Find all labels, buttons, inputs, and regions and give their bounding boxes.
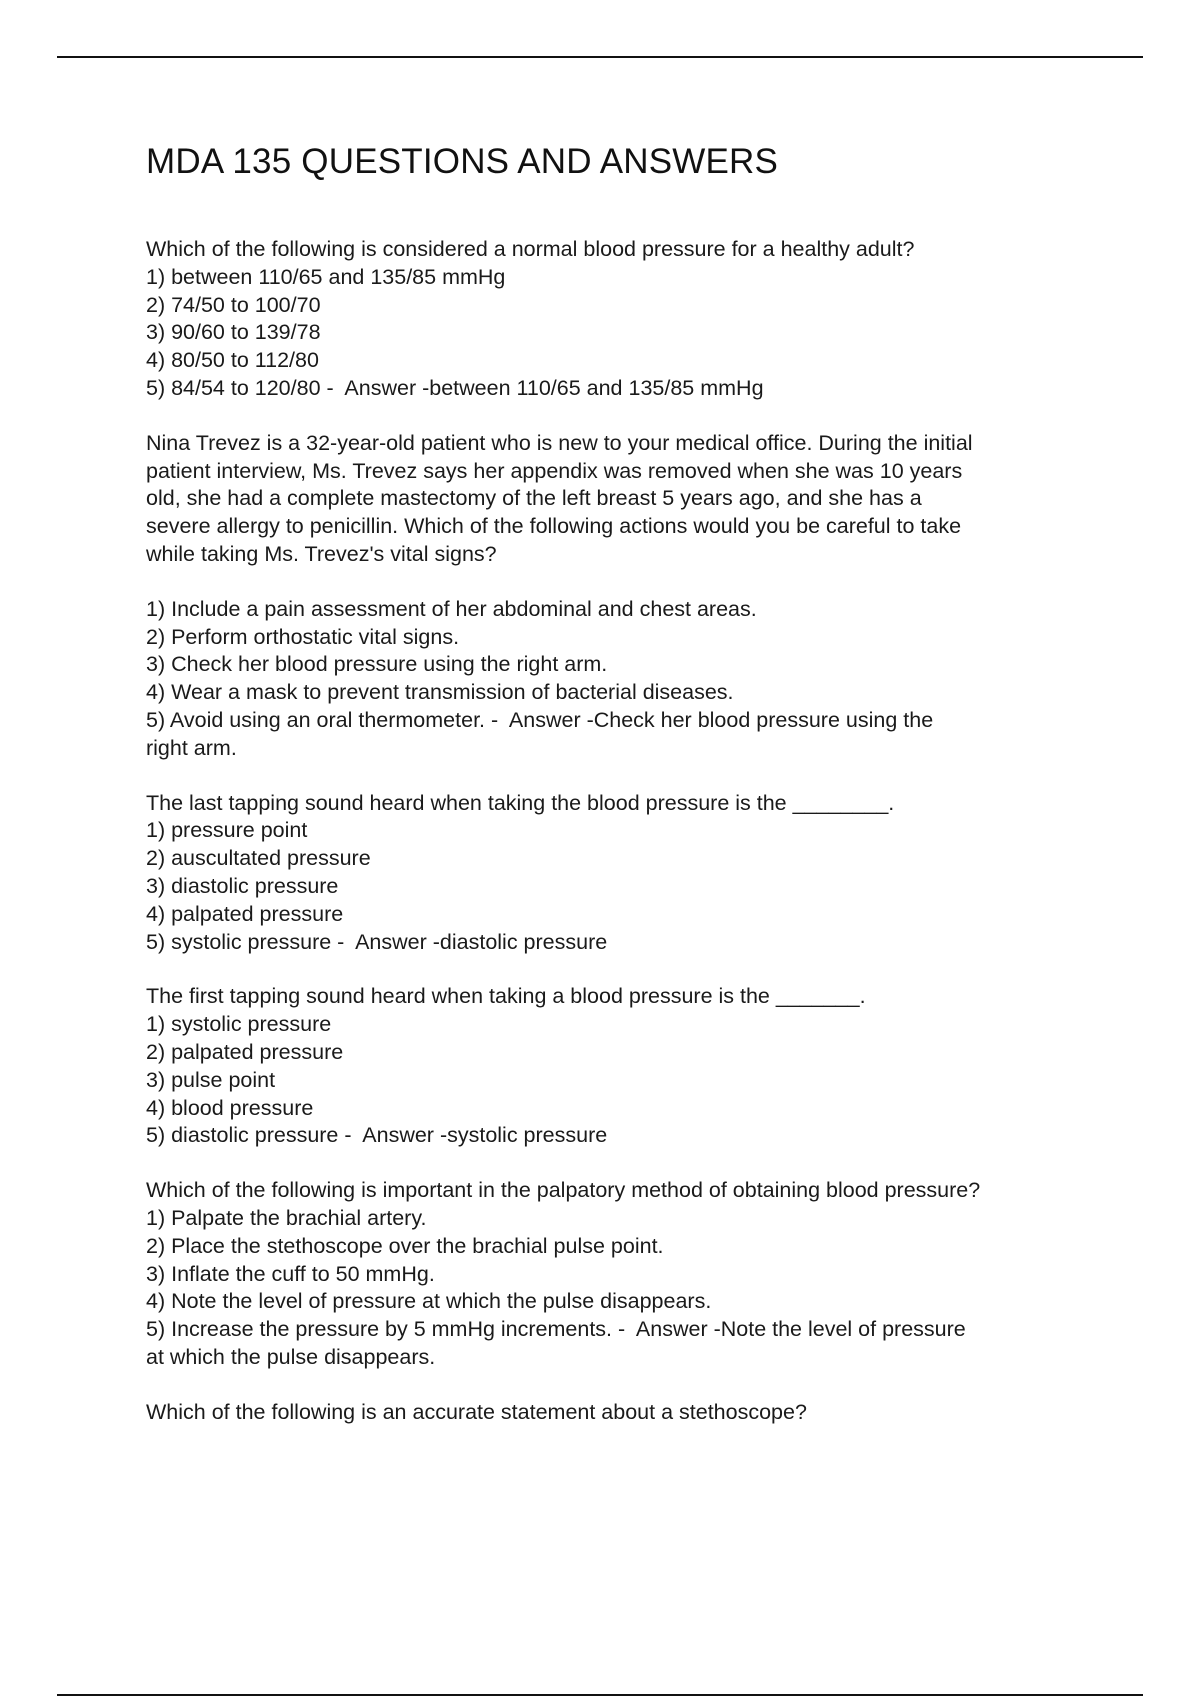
question-stem-line: old, she had a complete mastectomy of the left breast 5 years ago, and she has a (146, 486, 922, 511)
answer-option: 3) 90/60 to 139/78 (146, 320, 321, 345)
answer-option: 5) Increase the pressure by 5 mmHg increments. - Answer -Note the level of pressure (146, 1317, 966, 1342)
question-list (146, 236, 1106, 1426)
answer-option: 4) Wear a mask to prevent transmission of bacterial diseases. (146, 680, 734, 705)
answer-option: 3) Check her blood pressure using the right arm. (146, 652, 608, 677)
answer-option: 5) systolic pressure - Answer -diastolic pressure (146, 929, 608, 954)
answer-option: 3) pulse point (146, 1067, 276, 1092)
answer-option: 1) Include a pain assessment of her abdominal and chest areas. (146, 596, 757, 621)
answer-option: 4) Note the level of pressure at which the pulse disappears. (146, 1289, 712, 1314)
answer-option: 3) Inflate the cuff to 50 mmHg. (146, 1261, 435, 1286)
answer-option: right arm. (146, 735, 237, 760)
document-body (146, 142, 1106, 1453)
answer-option: 2) palpated pressure (146, 1039, 344, 1064)
answer-option: 4) 80/50 to 112/80 (146, 348, 319, 373)
question-block (146, 1399, 1106, 1427)
question-block (146, 430, 1106, 763)
question-block (146, 790, 1106, 957)
question-stem-line: Which of the following is important in the palpatory method of obtaining blood pressure? (146, 1178, 981, 1203)
answer-option: 2) Place the stethoscope over the brachial pulse point. (146, 1233, 664, 1258)
question-block (146, 983, 1106, 1150)
question-stem-line: while taking Ms. Trevez's vital signs? (146, 541, 497, 566)
answer-option: 2) Perform orthostatic vital signs. (146, 624, 460, 649)
question-stem-line: The last tapping sound heard when taking the blood pressure is the ________. (146, 790, 895, 815)
answer-option: 2) 74/50 to 100/70 (146, 292, 321, 317)
question-stem-line: Which of the following is an accurate statement about a stethoscope? (146, 1399, 807, 1424)
question-stem-line: The first tapping sound heard when taking a blood pressure is the _______. (146, 984, 866, 1009)
answer-option: 4) palpated pressure (146, 901, 344, 926)
question-block (146, 236, 1106, 403)
question-stem-line: severe allergy to penicillin. Which of the following actions would you be careful to take (146, 514, 962, 539)
answer-option: 1) between 110/65 and 135/85 mmHg (146, 264, 506, 289)
answer-option: 4) blood pressure (146, 1095, 314, 1120)
answer-option: 1) systolic pressure (146, 1012, 332, 1037)
answer-option: 2) auscultated pressure (146, 846, 371, 871)
answer-option: at which the pulse disappears. (146, 1344, 436, 1369)
paragraph-gap (146, 569, 1106, 596)
question-block (146, 1177, 1106, 1372)
bottom-rule (57, 1694, 1143, 1696)
answer-option: 3) diastolic pressure (146, 873, 339, 898)
answer-option: 1) pressure point (146, 818, 308, 843)
answer-option: 1) Palpate the brachial artery. (146, 1205, 427, 1230)
question-stem-line: Which of the following is considered a normal blood pressure for a healthy adult? (146, 237, 915, 261)
document-title: MDA 135 QUESTIONS AND ANSWERS (146, 142, 779, 181)
question-stem-line: Nina Trevez is a 32-year-old patient who is new to your medical office. During the initial (146, 430, 973, 455)
answer-option: 5) diastolic pressure - Answer -systolic pressure (146, 1123, 608, 1148)
top-rule (57, 56, 1143, 58)
question-stem-line: patient interview, Ms. Trevez says her appendix was removed when she was 10 years (146, 458, 963, 483)
answer-option: 5) Avoid using an oral thermometer. - Answer -Check her blood pressure using the (146, 707, 934, 732)
answer-option: 5) 84/54 to 120/80 - Answer -between 110/65 and 135/85 mmHg (146, 375, 764, 400)
